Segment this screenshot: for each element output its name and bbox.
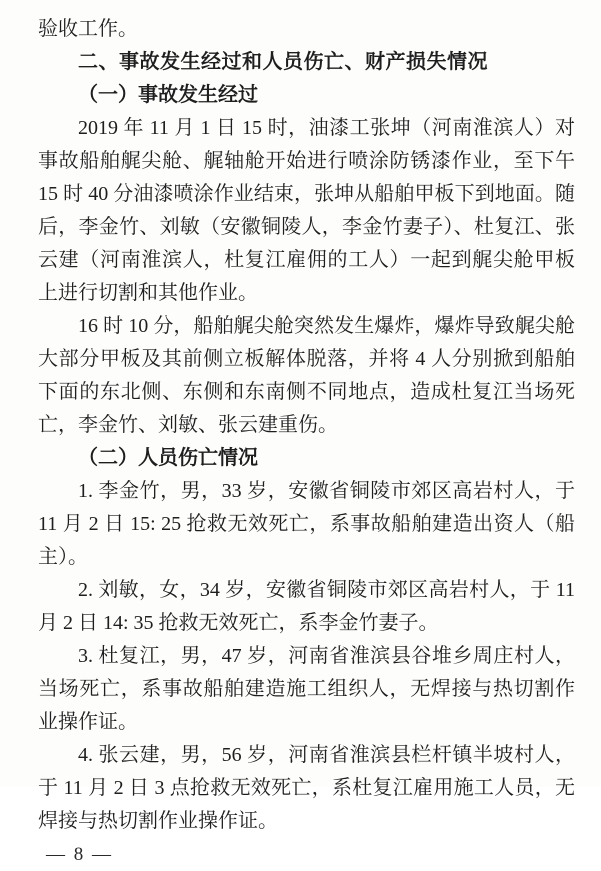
victim-item-2: 2. 刘敏，女，34 岁，安徽省铜陵市郊区高岩村人，于 11 月 2 日 14: 35 抢救无效死亡，系李金竹妻子。: [38, 579, 575, 634]
page-number: — 8 —: [46, 844, 113, 865]
accident-course-paragraph: 2019 年 11 月 1 日 15 时，油漆工张坤（河南淮滨人）对事故船舶艉尖舱、艉轴舱开始进行喷涂防锈漆作业，至下午 15 时 40 分油漆喷涂作业结束，张坤从船舶甲板下到地面。随后，李金竹、刘敏（安徽铜陵人，李金竹妻子）、杜复江、张云建（河南淮滨人，杜复江雇佣的工人）一起到艉尖舱甲板上进行切割和其他作业。: [38, 117, 575, 304]
victim-item-1: 1. 李金竹，男，33 岁，安徽省铜陵市郊区高岩村人，于 11 月 2 日 15: 25 抢救无效死亡，系事故船舶建造出资人（船主）。: [38, 480, 575, 568]
explosion-paragraph: 16 时 10 分，船舶艉尖舱突然发生爆炸，爆炸导致艉尖舱大部分甲板及其前侧立板解体脱落，并将 4 人分别掀到船舶下面的东北侧、东侧和东南侧不同地点，造成杜复江当场死亡，李金竹、刘敏、张云建重伤。: [38, 315, 575, 436]
victim-item-4: 4. 张云建，男，56 岁，河南省淮滨县栏杆镇半坡村人，于 11 月 2 日 3 点抢救无效死亡，系杜复江雇用施工人员，无焊接与热切割作业操作证。: [38, 744, 575, 832]
subsection-heading-accident-course: （一）事故发生经过: [78, 84, 258, 106]
continuation-line: 验收工作。: [38, 18, 138, 40]
subsection-heading-casualties: （二）人员伤亡情况: [78, 447, 258, 469]
victim-item-3: 3. 杜复江，男，47 岁，河南省淮滨县谷堆乡周庄村人，当场死亡，系事故船舶建造施工组织人，无焊接与热切割作业操作证。: [38, 645, 575, 733]
section-heading: 二、事故发生经过和人员伤亡、财产损失情况: [78, 51, 488, 73]
